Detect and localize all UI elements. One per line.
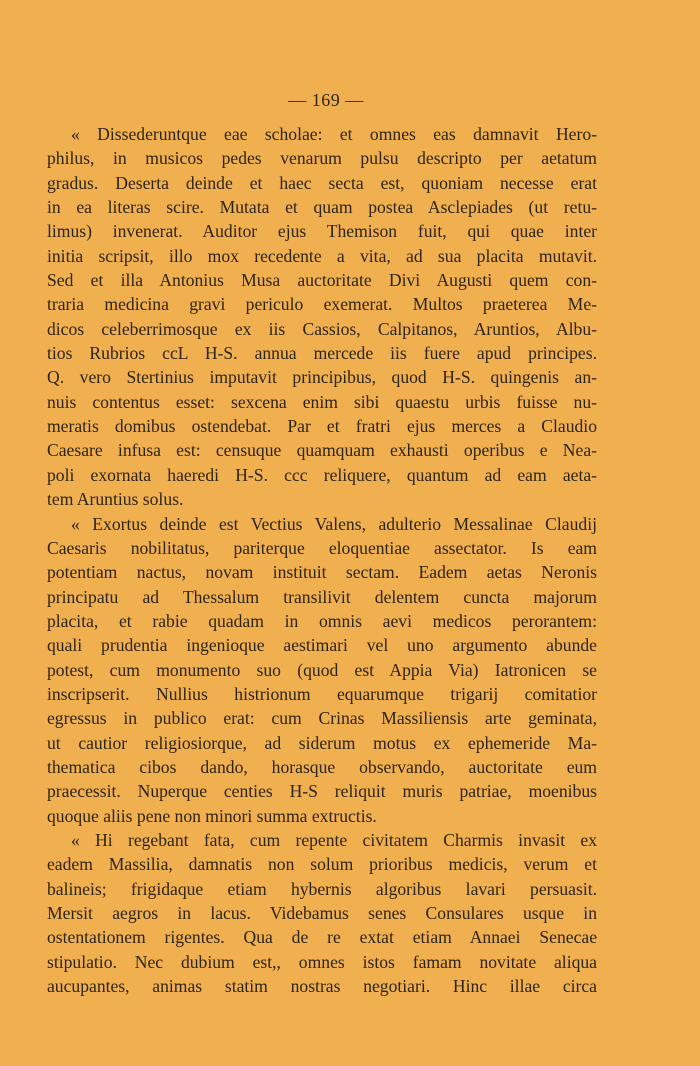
text-line: poli exornata haeredi H-S. ccc reliquere, quantum ad eam aeta-: [47, 464, 597, 485]
text-line: Caesare infusa est: censuque quamquam exhausti operibus e Nea-: [47, 440, 597, 461]
text-line: potentiam nactus, novam instituit sectam. Eadem aetas Neronis: [47, 562, 597, 583]
text-line: thematica cibos dando, horasque observando, auctoritate eum: [47, 756, 597, 777]
paragraph: [47, 122, 597, 512]
text-line: aucupantes, animas statim nostras negotiari. Hinc illae circa: [47, 976, 597, 997]
text-line: balineis; frigidaque etiam hybernis algoribus lavari persuasit.: [47, 878, 597, 899]
text-line: meratis domibus ostendebat. Par et fratri ejus merces a Claudio: [47, 416, 597, 437]
text-line: « Dissederuntque eae scholae: et omnes eas damnavit Hero-: [71, 124, 597, 144]
paragraph: [47, 512, 597, 828]
text-line: gradus. Deserta deinde et haec secta est, quoniam necesse erat: [47, 172, 597, 193]
paragraph: [47, 828, 597, 998]
text-line: philus, in musicos pedes venarum pulsu descripto per aetatum: [47, 148, 597, 169]
text-line: « Exortus deinde est Vectius Valens, adulterio Messalinae Claudij: [71, 513, 597, 534]
text-line: placita, et rabie quadam in omnis aevi medicos perorantem:: [47, 610, 597, 631]
text-line: egressus in publico erat: cum Crinas Massiliensis arte geminata,: [47, 708, 597, 729]
text-line: limus) invenerat. Auditor ejus Themison fuit, qui quae inter: [47, 221, 597, 242]
text-line: potest, cum monumento suo (quod est Appia Via) Iatronicen se: [47, 659, 597, 680]
text-line: ut cautior religiosiorque, ad siderum motus ex ephemeride Ma-: [47, 732, 597, 753]
text-line: Sed et illa Antonius Musa auctoritate Divi Augusti quem con-: [47, 270, 597, 291]
text-line: Q. vero Stertinius imputavit principibus, quod H-S. quingenis an-: [47, 367, 597, 388]
text-line: in ea literas scire. Mutata et quam postea Asclepiades (ut retu-: [47, 197, 597, 218]
text-line: quoque aliis pene non minori summa extructis.: [47, 805, 377, 826]
text-line: « Hi regebant fata, cum repente civitatem Charmis invasit ex: [71, 829, 597, 850]
text-line: quali prudentia ingenioque aestimari vel uno argumento abunde: [47, 635, 597, 656]
text-line: Mersit aegros in lacus. Videbamus senes Consulares usque in: [47, 903, 597, 923]
text-line: initia scripsit, illo mox recedente a vita, ad sua placita mutavit.: [47, 245, 597, 266]
text-line: stipulatio. Nec dubium est,, omnes istos famam novitate aliqua: [47, 951, 597, 972]
text-line: Caesaris nobilitatus, pariterque eloquentiae assectator. Is eam: [47, 537, 597, 558]
text-line: dicos celeberrimosque ex iis Cassios, Calpitanos, Aruntios, Albu-: [47, 318, 597, 339]
body-text: [47, 122, 597, 998]
text-line: principatu ad Thessalum transilivit delentem cuncta majorum: [47, 586, 597, 607]
text-line: tem Aruntius solus.: [47, 489, 184, 510]
page-number: — 169 —: [288, 90, 364, 110]
text-line: tios Rubrios ccL H-S. annua mercede iis fuere apud principes.: [47, 343, 597, 364]
text-line: traria medicina gravi periculo exemerat. Multos praeterea Me-: [47, 294, 597, 315]
text-line: ostentationem rigentes. Qua de re extat etiam Annaei Senecae: [47, 927, 597, 948]
text-line: nuis contentus esset: sexcena enim sibi quaestu urbis fuisse nu-: [47, 391, 597, 412]
text-line: eadem Massilia, damnatis non solum prioribus medicis, verum et: [47, 854, 597, 875]
text-line: praecessit. Nuperque centies H-S reliquit muris patriae, moenibus: [47, 781, 597, 802]
text-line: inscripserit. Nullius histrionum equarumque trigarij comitatior: [47, 683, 597, 704]
